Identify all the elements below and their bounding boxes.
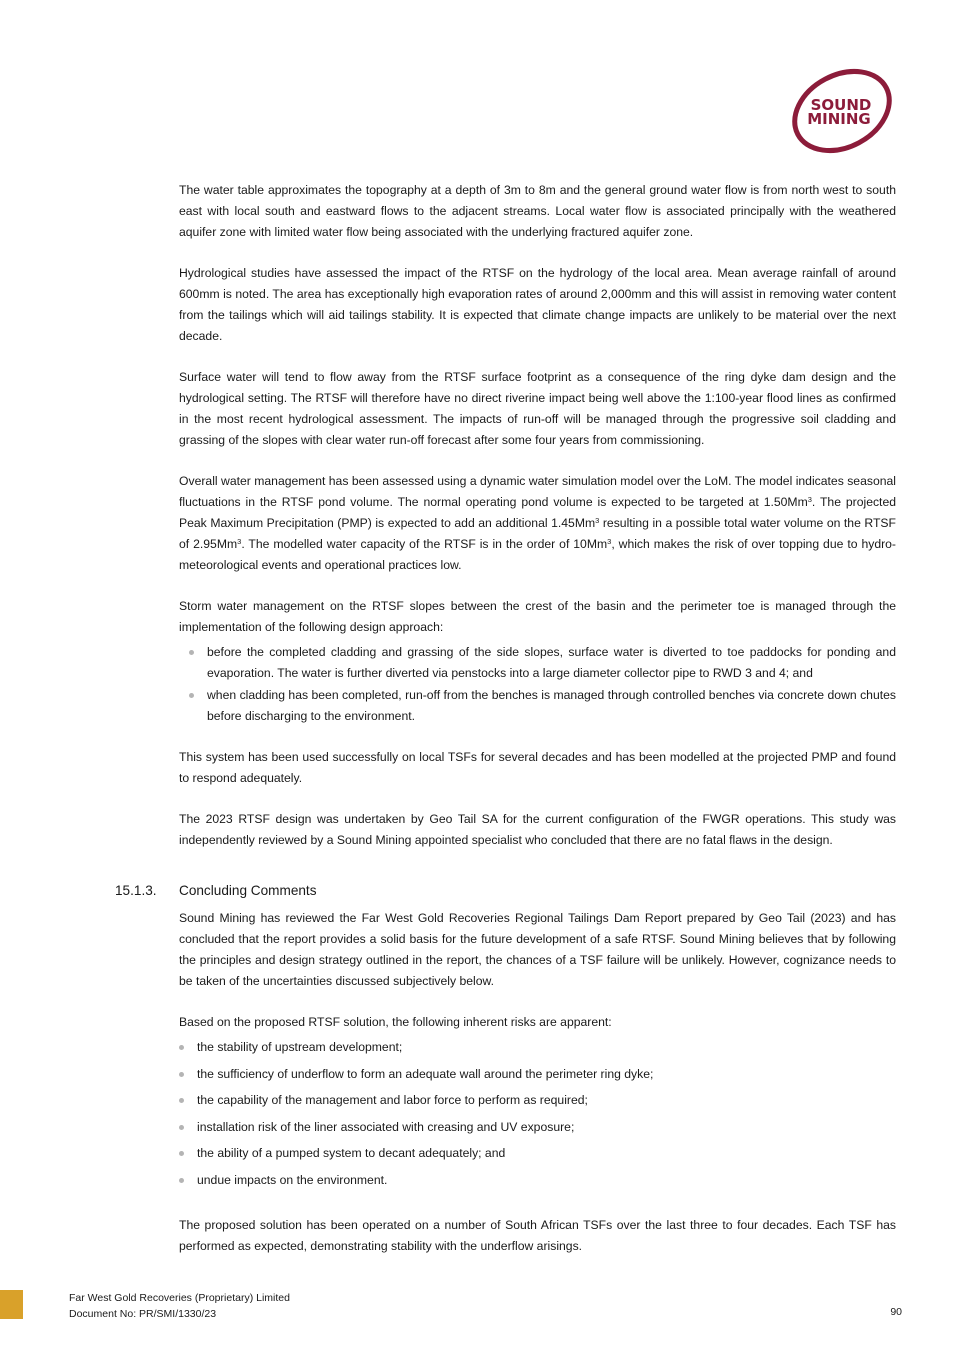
document-body	[115, 180, 897, 1277]
bullet-dot-icon	[179, 1151, 184, 1156]
bullet-dot-icon	[179, 1072, 184, 1077]
section-number: 15.1.3.	[115, 883, 157, 898]
risks-bullet-list	[179, 1037, 896, 1191]
list-item-text: the ability of a pumped system to decant adequately; and	[197, 1146, 506, 1161]
paragraph-concluding-review: Sound Mining has reviewed the Far West Gold Recoveries Regional Tailings Dam Report prepared by Geo Tail (2023) and has concluded that the report provides a solid basis for the future development of a safe RTSF. Sound Mining believes that by following the principles and design strategy outlined in the report, the chances of a TSF failure will be unlikely. However, cognizance needs to be taken of the uncertainties discussed subjectively below.	[179, 911, 896, 988]
paragraph-water-table: The water table approximates the topography at a depth of 3m to 8m and the general ground water flow is from north west to south east with local south and eastward flows to the adjacent streams. Local water flow is associated principally with the weathered aquifer zone with limited water flow being associated with the underlying fractured aquifer zone.	[179, 183, 896, 239]
water-management-text-5: , which makes the risk of over topping due to hydro-meteorological events and operational practices low.	[179, 537, 896, 572]
logo-text-line2: MINING	[807, 110, 871, 128]
bullet-dot-icon	[189, 693, 194, 698]
water-management-text-3: resulting in a possible total water volume on the RTSF of 2.95Mm	[179, 516, 896, 551]
list-item-text: the sufficiency of underflow to form an adequate wall around the perimeter ring dyke;	[197, 1066, 654, 1081]
paragraph-system-used: This system has been used successfully on local TSFs for several decades and has been modelled at the projected PMP and found to respond adequately.	[179, 750, 896, 785]
paragraph-water-management	[179, 471, 896, 576]
superscript-3: 3	[595, 516, 600, 525]
paragraph-rtsf-design: The 2023 RTSF design was undertaken by Geo Tail SA for the current configuration of the FWGR operations. This study was independently reviewed by a Sound Mining appointed specialist who concluded that there are no fatal flaws in the design.	[179, 812, 896, 847]
footer-accent-mark	[0, 1290, 23, 1319]
superscript-3: 3	[237, 537, 242, 546]
water-management-text-4: . The modelled water capacity of the RTSF is in the order of 10Mm	[241, 537, 608, 551]
list-item	[179, 1037, 896, 1058]
list-item	[179, 685, 896, 727]
list-item-text: when cladding has been completed, run-off from the benches is managed through controlled benches via concrete down chutes before discharging to the environment.	[207, 688, 896, 723]
footer-company: Far West Gold Recoveries (Proprietary) Limited	[69, 1292, 290, 1304]
logo-text-line1: SOUND	[810, 96, 872, 114]
footer-document-number: Document No: PR/SMI/1330/23	[69, 1308, 217, 1320]
section-heading	[115, 881, 896, 903]
storm-water-bullet-list	[179, 642, 896, 727]
paragraph-surface-water: Surface water will tend to flow away from the RTSF surface footprint as a consequence of the ring dyke dam design and the hydrological setting. The RTSF will therefore have no direct riverine impact being well above the 1:100-year flood lines as confirmed in the most recent hydrological assessment. The impacts of run-off will be managed through the progressive soil cladding and grassing of the slopes with clear water run-off forecast after some four years from commissioning.	[179, 370, 896, 447]
section-title: Concluding Comments	[179, 883, 317, 898]
list-item-text: undue impacts on the environment.	[197, 1172, 388, 1187]
list-item-text: the capability of the management and labor force to perform as required;	[197, 1093, 588, 1108]
paragraph-hydrological-studies: Hydrological studies have assessed the impact of the RTSF on the hydrology of the local area. Mean average rainfall of around 600mm is noted. The area has exceptionally high evaporation rates of around 2,000mm and this will assist in removing water content from the tailings which will aid tailings stability. It is expected that climate change impacts are unlikely to be material over the next decade.	[179, 266, 896, 343]
list-item-text: the stability of upstream development;	[197, 1040, 403, 1054]
list-item	[179, 642, 896, 684]
list-item-text: installation risk of the liner associated with creasing and UV exposure;	[197, 1119, 575, 1134]
superscript-3: 3	[807, 495, 812, 504]
paragraph-storm-water: Storm water management on the RTSF slopes between the crest of the basin and the perimeter toe is managed through the implementation of the following design approach:	[179, 599, 896, 634]
list-item-text: before the completed cladding and grassing of the side slopes, surface water is diverted to toe paddocks for ponding and evaporation. The water is further diverted via penstocks into a large diameter collector pipe to RWD 3 and 4; and	[207, 645, 896, 680]
list-item	[179, 1117, 896, 1138]
list-item	[179, 1170, 896, 1191]
water-management-text-2: . The projected Peak Maximum Precipitation (PMP) is expected to add an additional 1.45Mm	[179, 495, 897, 530]
list-item	[179, 1064, 896, 1085]
paragraph-proposed-solution: The proposed solution has been operated on a number of South African TSFs over the last three to four decades. Each TSF has performed as expected, demonstrating stability with the underflow arisings.	[179, 1217, 896, 1253]
footer	[69, 1290, 290, 1322]
paragraph-inherent-risks: Based on the proposed RTSF solution, the following inherent risks are apparent:	[179, 1015, 612, 1029]
water-management-text-1: Overall water management has been assessed using a dynamic water simulation model over the LoM. The model indicates seasonal fluctuations in the RTSF pond volume. The normal operating pond volume is expected to be targeted at 1.50Mm	[179, 474, 896, 509]
sound-mining-logo	[787, 66, 899, 158]
bullet-dot-icon	[179, 1178, 184, 1183]
bullet-dot-icon	[179, 1098, 184, 1103]
list-item	[179, 1090, 896, 1111]
bullet-dot-icon	[179, 1045, 184, 1050]
page-number: 90	[890, 1306, 902, 1318]
superscript-3: 3	[607, 537, 612, 546]
bullet-dot-icon	[179, 1125, 184, 1130]
bullet-dot-icon	[189, 650, 194, 655]
list-item	[179, 1143, 896, 1164]
